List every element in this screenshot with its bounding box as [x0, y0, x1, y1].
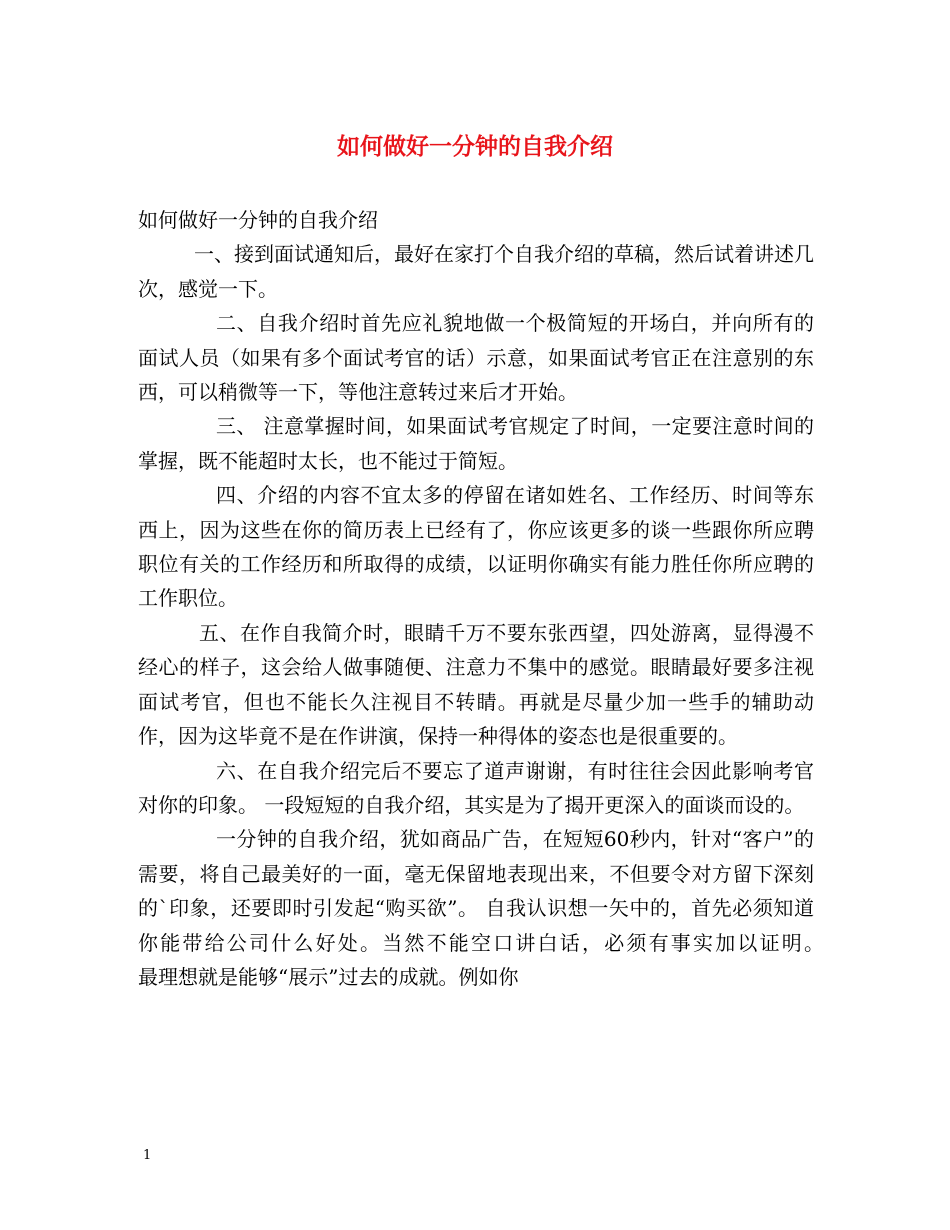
paragraph-point-6: 六、在自我介绍完后不要忘了道声谢谢，有时往往会因此影响考官对你的印象。 一段短短的自我介绍，其实是为了揭开更深入的面谈而设的。: [138, 758, 814, 817]
paragraph-one-minute: 一分钟的自我介绍，犹如商品广告，在短短60秒内，针对“客户”的需要，将自己最美好的一面，毫无保留地表现出来，不但要令对方留下深刻的`印象，还要即时引发起“购买欲”。 自我认识想一矢中的，首先必须知道你能带给公司什么好处。当然不能空口讲白话，必须有事实加以证明。 最理想就是能够“展示”过去的成就。例如你: [138, 827, 874, 989]
paragraph-point-1: 一、接到面试通知后，最好在家打个自我介绍的草稿，然后试着讲述几次，感觉一下。: [138, 242, 814, 301]
page-number: 1: [143, 1148, 152, 1163]
paragraph-subtitle: 如何做好一分钟的自我介绍: [138, 208, 378, 232]
paragraph-point-4: 四、介绍的内容不宜太多的停留在诸如姓名、工作经历、时间等东西上，因为这些在你的简历表上已经有了，你应该更多的谈一些跟你所应聘职位有关的工作经历和所取得的成绩，以证明你确实有能力胜任你所应聘的工作职位。: [138, 483, 814, 611]
document-body: [138, 203, 874, 994]
paragraph-point-3: 三、 注意掌握时间，如果面试考官规定了时间，一定要注意时间的掌握，既不能超时太长，也不能过于简短。: [138, 414, 814, 473]
paragraph-point-5: 五、在作自我简介时，眼睛千万不要东张西望，四处游离，显得漫不经心的样子，这会给人做事随便、注意力不集中的感觉。眼睛最好要多注视面试考官，但也不能长久注视目不转睛。再就是尽量少加一些手的辅助动作，因为这毕竟不是在作讲演，保持一种得体的姿态也是很重要的。: [138, 620, 814, 749]
document-title: 如何做好一分钟的自我介绍: [337, 133, 613, 160]
paragraph-point-2: 二、自我介绍时首先应礼貌地做一个极简短的开场白，并向所有的面试人员（如果有多个面试考官的话）示意，如果面试考官正在注意别的东西，可以稍微等一下，等他注意转过来后才开始。: [138, 311, 814, 405]
